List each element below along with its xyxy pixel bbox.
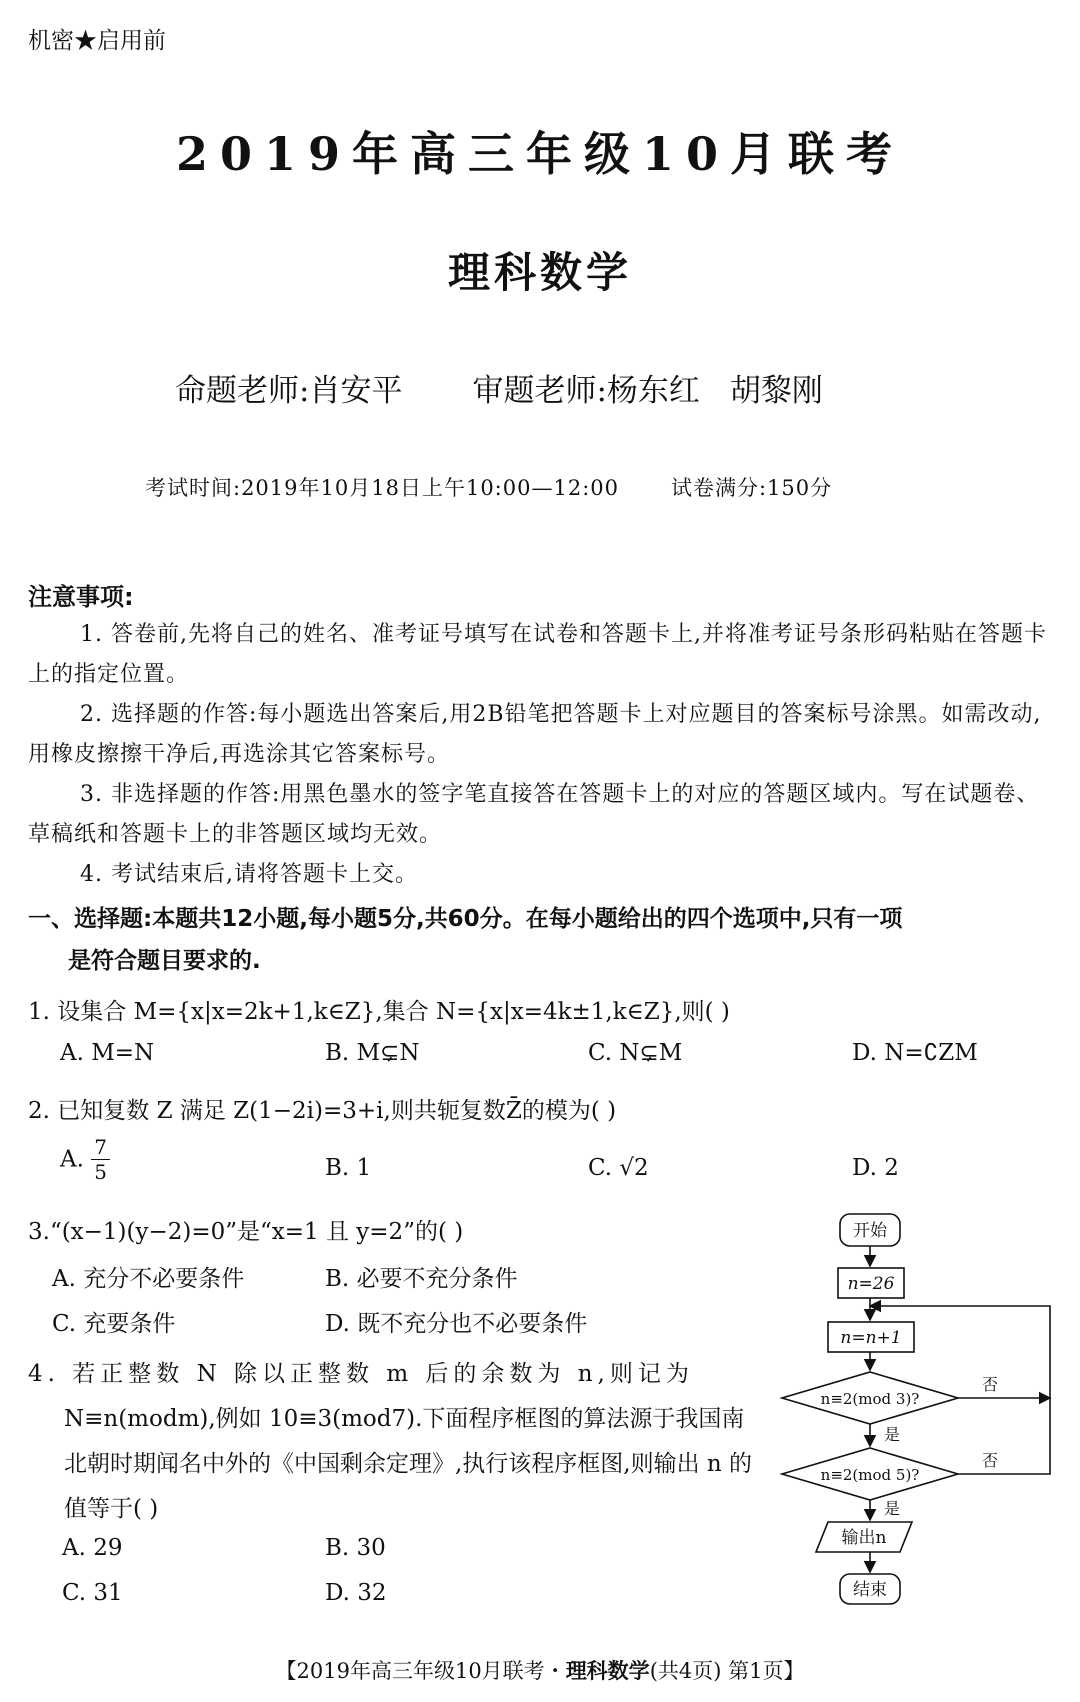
section-heading: 一、选择题:本题共12小题,每小题5分,共60分。在每小题给出的四个选项中,只有一项 是符合题目要求的.: [28, 906, 903, 974]
flow-no-1: 否: [981, 1375, 999, 1394]
q2-option-c: C. √2: [588, 1155, 649, 1181]
flow-cond2-text: n≡2(mod 5)?: [820, 1466, 920, 1484]
q1-option-b: B. M⊊N: [325, 1040, 420, 1066]
exam-title: 2019年高三年级10月联考: [175, 127, 905, 181]
flow-cond1-text: n≡2(mod 3)?: [820, 1390, 920, 1408]
q1-option-a: A. M=N: [60, 1040, 155, 1066]
q3-option-d: D. 既不充分也不必要条件: [325, 1311, 588, 1337]
question-1-stem: 1. 设集合 M={x|x=2k+1,k∈Z},集合 N={x|x=4k±1,k∈Z},则( ): [28, 999, 730, 1025]
q4-option-d: D. 32: [325, 1580, 387, 1606]
q1-option-d: D. N=∁ZM: [852, 1040, 978, 1066]
reviewer-1: 审题老师:杨东红: [472, 373, 700, 409]
question-2-stem: 2. 已知复数 Z 满足 Z(1−2i)=3+i,则共轭复数Z̄的模为( ): [28, 1098, 617, 1124]
q3-option-b: B. 必要不充分条件: [325, 1266, 518, 1292]
setter: 命题老师:肖安平: [175, 373, 403, 409]
reviewer-2: 胡黎刚: [729, 373, 823, 409]
program-flowchart: [760, 1210, 1060, 1610]
exam-time: 考试时间:2019年10月18日上午10:00—12:00: [145, 476, 619, 500]
q2-option-b: B. 1: [325, 1155, 372, 1181]
subject-title: 理科数学: [447, 248, 632, 297]
full-score: 试卷满分:150分: [671, 476, 833, 500]
secret-label: 机密★启用前: [28, 28, 166, 54]
question-4-stem: 4. 若正整数 N 除以正整数 m 后的余数为 n,则记为 N≡n(modm),例如 10≡3(mod7).下面程序框图的算法源于我国南北朝时期闻名中外的《中国剩余定理》,执行该程序框图,则输出 n 的值等于( ): [28, 1361, 753, 1522]
flow-yes-1: 是: [883, 1425, 901, 1444]
notice-item-3: 3. 非选择题的作答:用黑色墨水的签字笔直接答在答题卡上的对应的答题区域内。写在试题卷、草稿纸和答题卡上的非答题区域均无效。: [28, 782, 1040, 847]
notice-item-1: 1. 答卷前,先将自己的姓名、准考证号填写在试卷和答题卡上,并将准考证号条形码粘贴在答题卡上的指定位置。: [28, 622, 1047, 687]
teachers-line: [175, 365, 823, 410]
flow-yes-2: 是: [883, 1499, 901, 1518]
flow-no-2: 否: [981, 1451, 999, 1470]
exam-info: [145, 472, 832, 502]
notice-item-4: 4. 考试结束后,请将答题卡上交。: [80, 862, 418, 887]
page-footer: 【2019年高三年级10月联考・理科数学(共4页) 第1页】: [275, 1659, 805, 1683]
flow-end-text: 结束: [853, 1580, 887, 1600]
flow-start-text: 开始: [853, 1221, 887, 1241]
q4-option-b: B. 30: [325, 1535, 386, 1561]
q4-option-c: C. 31: [62, 1580, 123, 1606]
flow-output-text: 输出n: [841, 1528, 887, 1548]
q1-option-c: C. N⊊M: [588, 1040, 683, 1066]
question-3-stem: 3.“(x−1)(y−2)=0”是“x=1 且 y=2”的( ): [28, 1219, 464, 1245]
q3-option-c: C. 充要条件: [52, 1311, 176, 1337]
q2-option-d: D. 2: [852, 1155, 899, 1181]
flow-init-text: n=26: [847, 1274, 895, 1294]
notice-item-2: 2. 选择题的作答:每小题选出答案后,用2B铅笔把答题卡上对应题目的答案标号涂黑。如需改动,用橡皮擦擦干净后,再选涂其它答案标号。: [28, 702, 1042, 767]
q3-option-a: A. 充分不必要条件: [52, 1266, 245, 1292]
flow-step-text: n=n+1: [840, 1328, 902, 1348]
q4-option-a: A. 29: [62, 1535, 123, 1561]
q2-option-a: A. $\frac{7}{5}$: [60, 1135, 110, 1184]
fraction: $\frac{7}{5}$: [91, 1135, 110, 1184]
notice-heading: 注意事项:: [28, 583, 134, 611]
